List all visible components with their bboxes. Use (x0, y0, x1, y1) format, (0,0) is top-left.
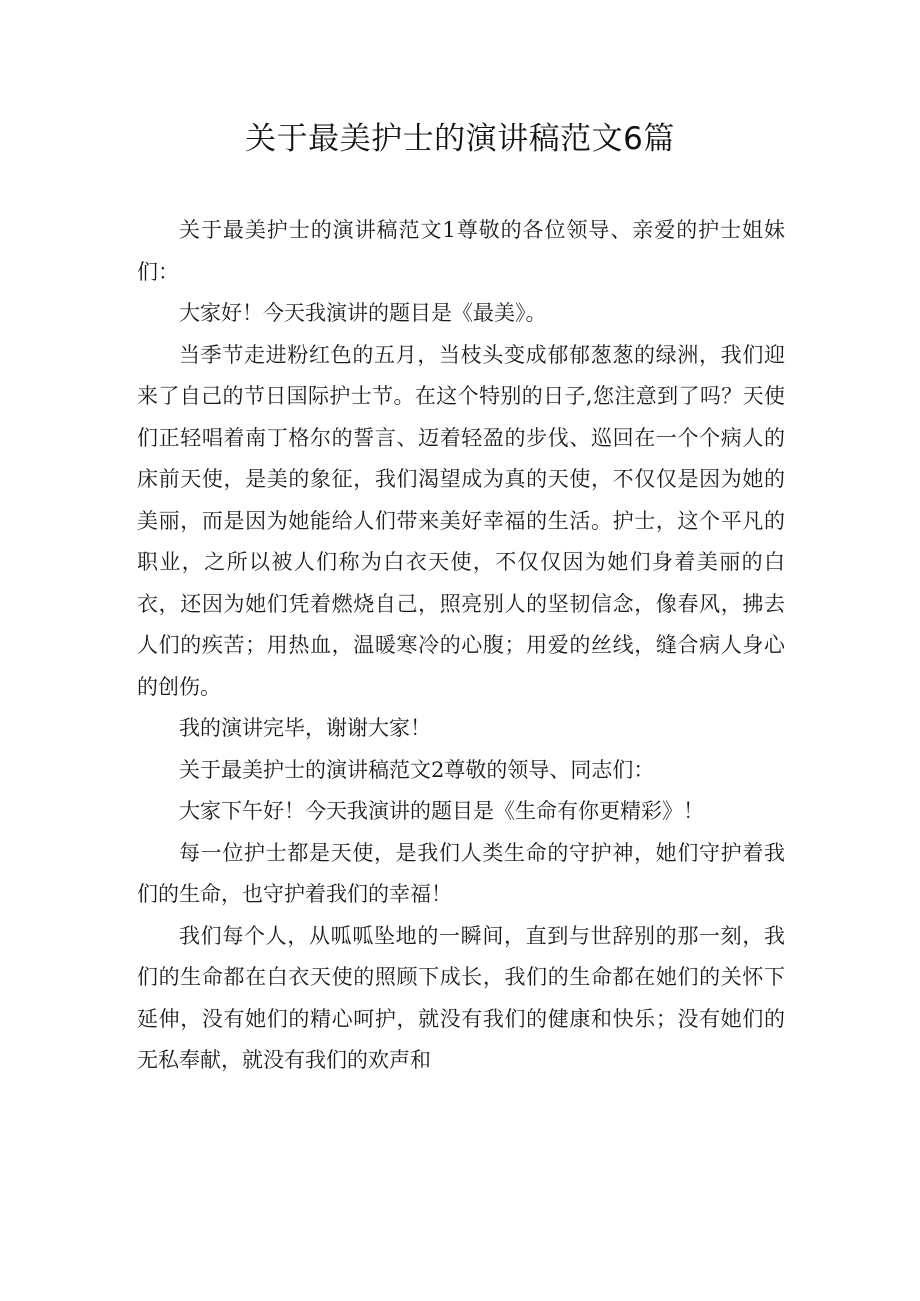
paragraph-6: 大家下午好！今天我演讲的题目是《生命有你更精彩》！ (179, 799, 704, 823)
paragraph-5: 关于最美护士的演讲稿范文2尊敬的领导、同志们： (179, 757, 655, 782)
document-body (137, 210, 785, 1082)
paragraph-1: 关于最美护士的演讲稿范文1尊敬的各位领导、亲爱的护士姐妹们： (137, 218, 785, 284)
paragraph-7: 每一位护士都是天使，是我们人类生命的守护神，她们守护着我们的生命，也守护着我们的幸福！ (137, 840, 785, 906)
paragraph-4: 我的演讲完毕，谢谢大家！ (179, 716, 431, 740)
document-title: 关于最美护士的演讲稿范文6篇 (245, 121, 675, 157)
paragraph-8: 我们每个人，从呱呱坠地的一瞬间，直到与世辞别的那一刻，我们的生命都在白衣天使的照顾下成长，我们的生命都在她们的关怀下延伸，没有她们的精心呵护，就没有我们的健康和快乐；没有她们的无私奉献，就没有我们的欢声和 (137, 923, 785, 1072)
paragraph-3: 当季节走进粉红色的五月，当枝头变成郁郁葱葱的绿洲，我们迎来了自己的节日国际护士节。在这个特别的日子,您注意到了吗？天使们正轻唱着南丁格尔的誓言、迈着轻盈的步伐、巡回在一个个病人的床前天使，是美的象征，我们渴望成为真的天使，不仅仅是因为她的美丽，而是因为她能给人们带来美好幸福的生活。护士，这个平凡的职业，之所以被人们称为白衣天使，不仅仅因为她们身着美丽的白衣，还因为她们凭着燃烧自己，照亮别人的坚韧信念，像春风，拂去人们的疾苦；用热血，温暖寒冷的心腹；用爱的丝线，缝合病人身心的创伤。 (137, 342, 785, 699)
paragraph-2: 大家好！今天我演讲的题目是《最美》。 (179, 301, 547, 325)
